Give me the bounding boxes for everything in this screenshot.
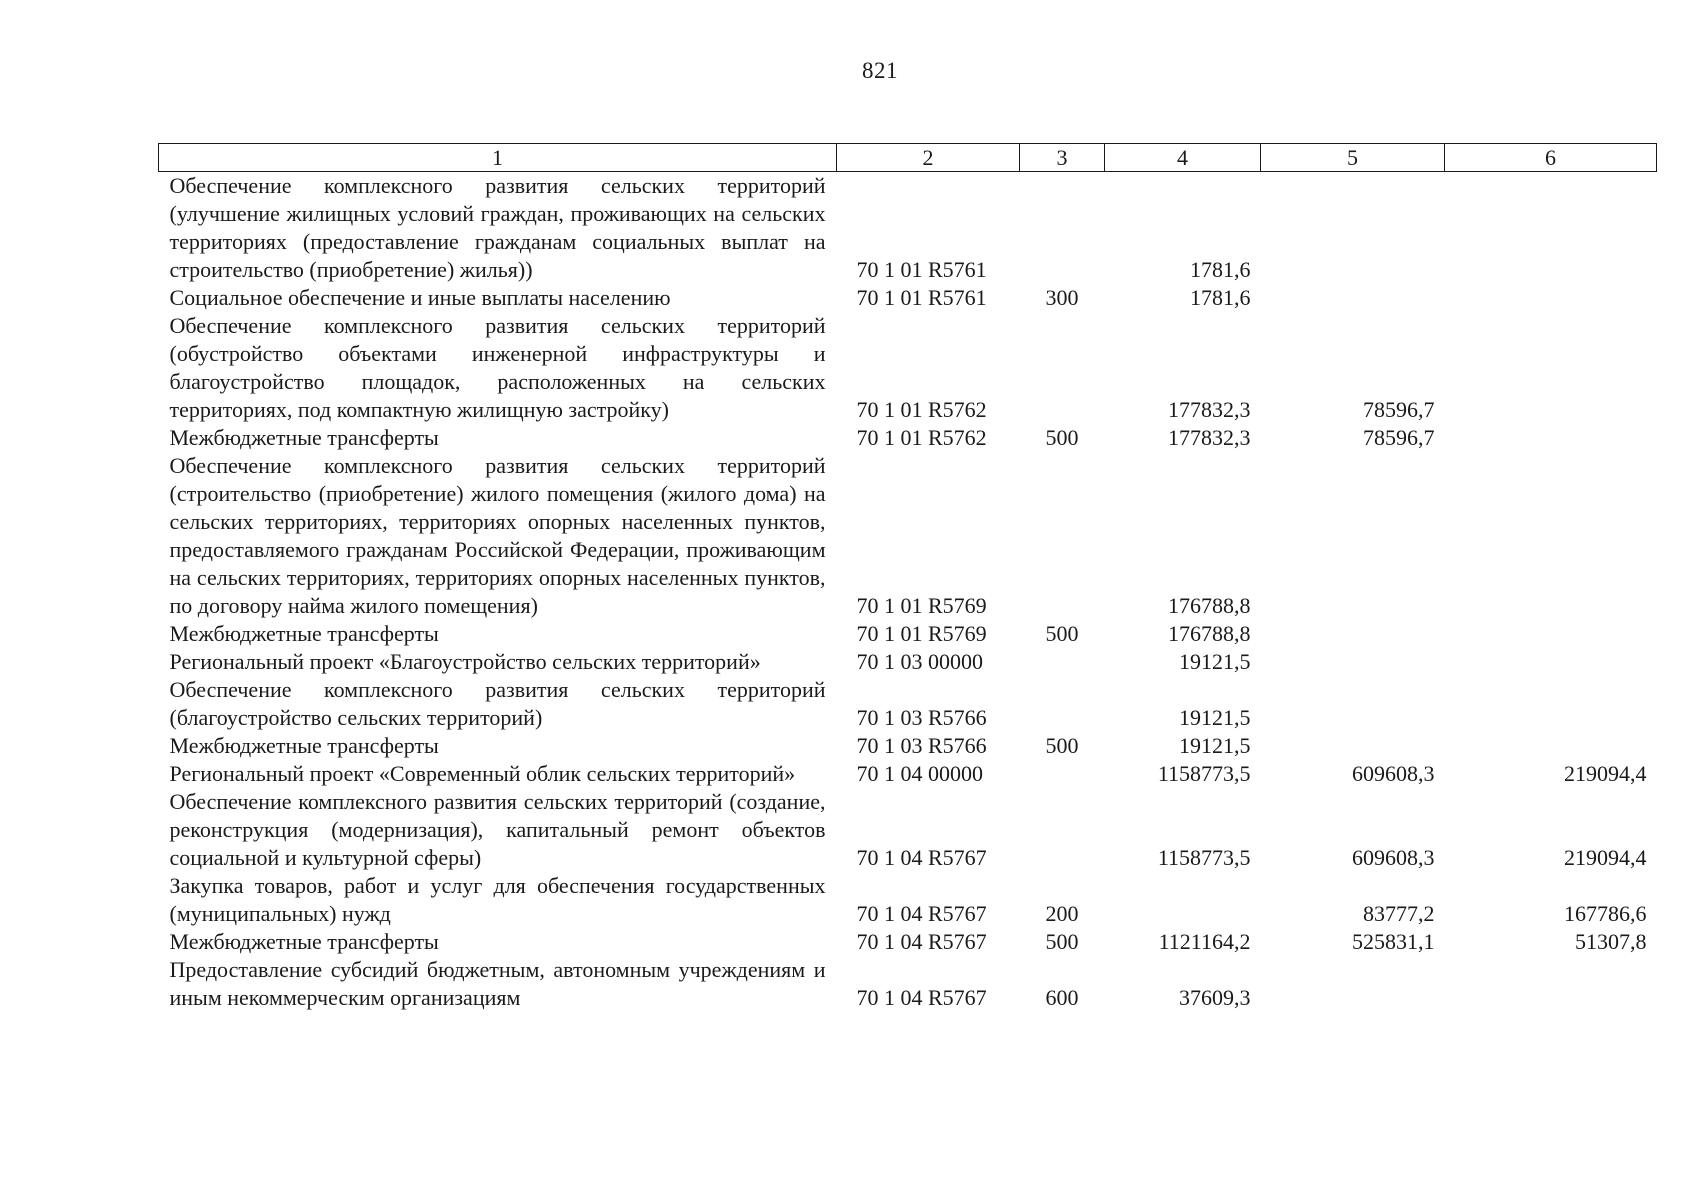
row-value-6 [1445,452,1657,620]
row-code: 70 1 03 00000 [856,649,983,674]
row-value-5: 609608,3 [1352,761,1435,786]
table-row [159,312,1657,424]
row-name: Обеспечение комплексного развития сельских территорий (создание, реконструкция (модернизация), капитальный ремонт объектов социальной и культурной сферы) [169,789,826,870]
page-number: 821 [862,58,898,83]
row-code: 70 1 01 R5769 [856,621,987,646]
row-name: Межбюджетные трансферты [169,929,439,954]
table-header-row [159,144,1657,172]
row-value-5 [1261,452,1445,620]
table-row [159,788,1657,872]
row-value-4: 19121,5 [1179,649,1251,674]
row-value-4: 176788,8 [1168,621,1251,646]
row-value-4: 1158773,5 [1157,761,1251,786]
row-name: Обеспечение комплексного развития сельских территорий (обустройство объектами инженерной инфраструктуры и благоустройство площадок, расположенных на сельских территориях, под компактную жилищную застройку) [169,313,826,422]
row-name: Межбюджетные трансферты [169,733,439,758]
row-value-5 [1261,172,1445,285]
header-col-6: 6 [1445,144,1657,172]
row-value-6 [1445,312,1657,424]
row-value-5: 78596,7 [1363,425,1435,450]
row-value-5: 83777,2 [1363,901,1435,926]
row-value-5 [1261,956,1445,1012]
row-code: 70 1 04 00000 [856,761,983,786]
row-type: 600 [1045,985,1079,1010]
row-code: 70 1 03 R5766 [856,733,987,758]
row-value-4: 177832,3 [1168,425,1251,450]
row-type [1020,760,1105,788]
row-value-4: 1158773,5 [1157,845,1251,870]
row-value-6: 219094,4 [1564,845,1647,870]
row-type [1020,788,1105,872]
row-type [1020,312,1105,424]
row-value-4: 176788,8 [1168,593,1251,618]
table-row [159,172,1657,285]
row-value-4: 37609,3 [1179,985,1251,1010]
table-row [159,452,1657,620]
row-code: 70 1 01 R5762 [856,425,987,450]
row-value-6 [1445,956,1657,1012]
row-value-4 [1105,872,1261,928]
table-row [159,956,1657,1012]
row-value-5 [1261,284,1445,312]
row-value-6 [1445,676,1657,732]
row-value-4: 1121164,2 [1158,929,1251,954]
row-type: 500 [1045,425,1079,450]
row-name: Социальное обеспечение и иные выплаты населению [169,285,671,310]
row-value-6: 167786,6 [1564,901,1647,926]
row-code: 70 1 01 R5769 [856,593,987,618]
row-type [1020,648,1105,676]
row-value-6 [1445,648,1657,676]
table-row [159,284,1657,312]
row-name: Межбюджетные трансферты [169,621,439,646]
row-type [1020,452,1105,620]
table-row [159,928,1657,956]
header-col-5: 5 [1261,144,1445,172]
row-value-5: 78596,7 [1363,397,1435,422]
row-name: Предоставление субсидий бюджетным, автономным учреждениям и иным некоммерческим организациям [169,957,826,1010]
row-value-5: 609608,3 [1352,845,1435,870]
budget-table [158,143,1657,1012]
row-name: Региональный проект «Благоустройство сельских территорий» [169,649,761,674]
row-value-4: 1781,6 [1190,285,1251,310]
row-value-6: 51307,8 [1575,929,1647,954]
row-type: 500 [1045,621,1079,646]
row-value-4: 177832,3 [1168,397,1251,422]
header-col-2: 2 [837,144,1020,172]
row-name: Обеспечение комплексного развития сельских территорий (строительство (приобретение) жилого помещения (жилого дома) на сельских территориях, территориях опорных населенных пунктов, предоставляемого гражданам Российской Федерации, проживающим на сельских территориях, территориях опорных населенных пунктов, по договору найма жилого помещения) [169,453,826,618]
table-row [159,872,1657,928]
row-code: 70 1 01 R5762 [856,397,987,422]
row-type: 300 [1045,285,1079,310]
row-code: 70 1 03 R5766 [856,705,987,730]
row-name: Региональный проект «Современный облик сельских территорий» [169,761,796,786]
row-type [1020,172,1105,285]
header-col-4: 4 [1105,144,1261,172]
row-value-6 [1445,620,1657,648]
row-type: 500 [1045,929,1079,954]
row-code: 70 1 04 R5767 [856,901,987,926]
row-value-6 [1445,732,1657,760]
row-code: 70 1 01 R5761 [856,285,987,310]
row-type: 200 [1045,901,1079,926]
row-value-4: 1781,6 [1190,257,1251,282]
row-name: Обеспечение комплексного развития сельских территорий (улучшение жилищных условий граждан, проживающих на сельских территориях (предоставление гражданам социальных выплат на строительство (приобретение) жилья)) [169,173,826,282]
header-col-3: 3 [1020,144,1105,172]
row-name: Обеспечение комплексного развития сельских территорий (благоустройство сельских территорий) [169,677,826,730]
row-value-4: 19121,5 [1179,733,1251,758]
row-value-5 [1261,620,1445,648]
row-value-6 [1445,284,1657,312]
row-value-6: 219094,4 [1564,761,1647,786]
row-value-6 [1445,172,1657,285]
row-value-5 [1261,648,1445,676]
row-name: Межбюджетные трансферты [169,425,439,450]
row-code: 70 1 04 R5767 [856,845,987,870]
row-type [1020,676,1105,732]
row-code: 70 1 01 R5761 [856,257,987,282]
row-value-4: 19121,5 [1179,705,1251,730]
row-value-5: 525831,1 [1352,929,1435,954]
row-name: Закупка товаров, работ и услуг для обеспечения государственных (муниципальных) нужд [169,873,826,926]
table-row [159,760,1657,788]
row-value-5 [1261,732,1445,760]
table-row [159,424,1657,452]
row-code: 70 1 04 R5767 [856,929,987,954]
row-type: 500 [1045,733,1079,758]
row-value-6 [1445,424,1657,452]
table-row [159,648,1657,676]
header-col-1: 1 [159,144,837,172]
table-row [159,732,1657,760]
row-code: 70 1 04 R5767 [856,985,987,1010]
table-row [159,620,1657,648]
row-value-5 [1261,676,1445,732]
table-row [159,676,1657,732]
